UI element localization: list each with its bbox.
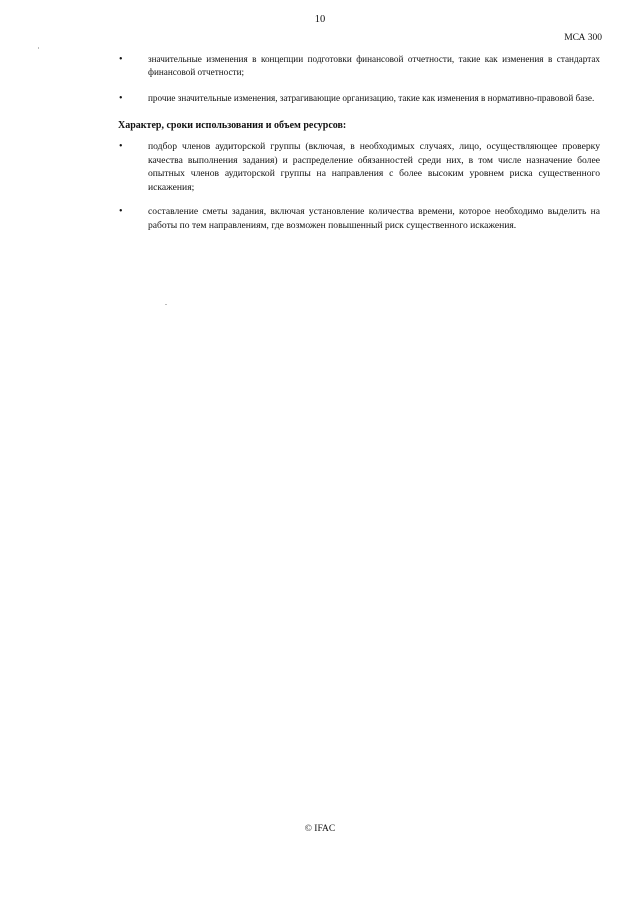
list-item-text: подбор членов аудиторской группы (включая, в необходимых случаях, лицо, осуществляющее проверку качества выполнения задания) и распределение обязанностей среди них, в том числе назначение более опытных членов аудиторской группы на направления с более высоким уровнем риска существенного искажения;	[148, 141, 600, 193]
bullet-icon: •	[119, 141, 123, 152]
scan-speck	[165, 304, 167, 305]
bullet-list-resources	[119, 140, 600, 244]
bullet-icon: •	[119, 54, 123, 65]
list-item	[119, 53, 600, 79]
list-item-text: составление сметы задания, включая установление количества времени, которое необходимо выделить на работы по тем направлениям, где возможен повышенный риск существенного искажения.	[148, 206, 600, 231]
list-item	[119, 140, 600, 194]
list-item-text: значительные изменения в концепции подготовки финансовой отчетности, такие как изменения в стандартах финансовой отчетности;	[148, 54, 600, 78]
bullet-icon: •	[119, 93, 123, 105]
page-number: 10	[314, 14, 326, 25]
bullet-icon: •	[119, 206, 123, 218]
copyright-footer: © IFAC	[304, 824, 336, 834]
list-item-text: прочие значительные изменения, затрагивающие организацию, такие как изменения в нормативно-правовой базе.	[148, 93, 595, 104]
document-code: МСА 300	[564, 33, 602, 43]
bullet-list-changes	[119, 53, 600, 119]
list-item	[119, 205, 600, 232]
list-item	[119, 92, 600, 105]
scan-speck	[38, 47, 39, 49]
section-heading: Характер, сроки использования и объем ресурсов:	[118, 120, 347, 131]
